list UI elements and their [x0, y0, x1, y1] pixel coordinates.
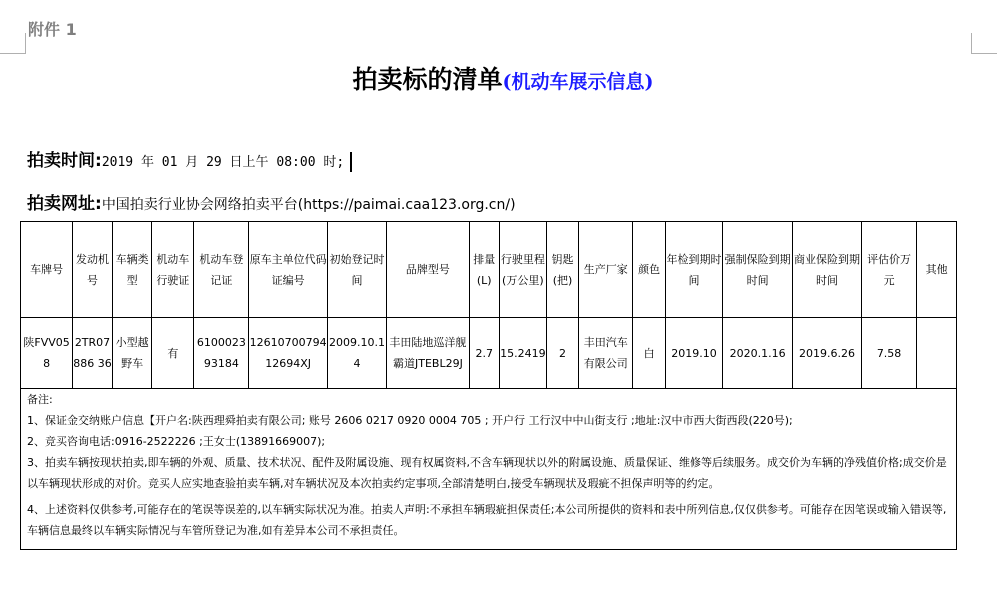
auction-site-value: 中国拍卖行业协会网络拍卖平台(https://paimai.caa123.org.cn/): [101, 197, 516, 213]
title-sub: (机动车展示信息): [502, 71, 654, 93]
table-row: [21, 318, 957, 389]
header-cell: 品牌型号: [387, 222, 469, 318]
table-cell: 1261070079412694XJ: [249, 318, 327, 389]
table-header-row: [21, 222, 957, 318]
note-item: 4、上述资料仅供参考,可能存在的笔误等误差的,以车辆实际状况为准。拍卖人声明:不承担车辆瑕疵担保责任;本公司所提供的资料和表中所列信息,仅仅供参考。可能存在因笔误或输入错误等,车辆信息最终以车辆实际情况与车管所登记为准,如有差异本公司不承担责任。: [27, 503, 947, 537]
header-cell: 年检到期时间: [665, 222, 722, 318]
table-cell: 丰田陆地巡洋舰霸道JTEBL29J: [387, 318, 469, 389]
notes-row: [21, 389, 957, 550]
header-cell: 原车主单位代码证编号: [249, 222, 327, 318]
table-cell: 陕FVV058: [21, 318, 73, 389]
table-cell: 2.7: [469, 318, 499, 389]
table-cell: [917, 318, 957, 389]
table-cell: 小型越野车: [112, 318, 152, 389]
header-cell: 其他: [917, 222, 957, 318]
text-cursor: [350, 152, 352, 172]
document-title: [0, 60, 1006, 96]
page-corner-mark-left: [0, 33, 26, 54]
header-cell: 初始登记时间: [327, 222, 386, 318]
note-item: 3、拍卖车辆按现状拍卖,即车辆的外观、质量、技术状况、配件及附属设施、现有权属资料,不含车辆现状以外的附属设施、质量保证、维修等后续服务。成交价为车辆的净残值价格;成交价是以车辆现状形成的对价。竞买人应实地查验拍卖车辆,对车辆状况及本次拍卖约定事项,全部清楚明白,接受车辆现状及瑕疵不担保声明等的约定。: [27, 456, 947, 490]
header-cell: 行驶里程(万公里): [499, 222, 546, 318]
notes-title: 备注:: [27, 393, 53, 406]
table-cell: 2TR07886 36: [73, 318, 113, 389]
header-cell: 强制保险到期时间: [723, 222, 793, 318]
header-cell: 机动车登记证: [194, 222, 249, 318]
table-cell: 2009.10.14: [327, 318, 386, 389]
vehicle-table: [20, 221, 957, 550]
page-corner-mark-right: [971, 33, 997, 54]
table-cell: 15.2419: [499, 318, 546, 389]
table-cell: 2: [546, 318, 578, 389]
title-main: 拍卖标的清单: [352, 65, 503, 94]
header-cell: 颜色: [633, 222, 665, 318]
note-item: 2、竞买咨询电话:0916-2522226 ;王女士(13891669007);: [27, 435, 326, 448]
table-cell: 丰田汽车有限公司: [579, 318, 633, 389]
attachment-label: 附件 1: [28, 20, 77, 39]
table-cell: 2019.10: [665, 318, 722, 389]
auction-site-label: 拍卖网址:: [27, 194, 102, 214]
table-cell: 白: [633, 318, 665, 389]
notes-cell: [21, 389, 957, 550]
auction-time-label: 拍卖时间:: [27, 151, 102, 171]
header-cell: 生产厂家: [579, 222, 633, 318]
header-cell: 发动机号: [73, 222, 113, 318]
auction-site-line: [27, 189, 516, 214]
header-cell: 机动车行驶证: [152, 222, 194, 318]
table-cell: 有: [152, 318, 194, 389]
auction-time-value: 2019 年 01 月 29 日上午 08:00 时;: [101, 155, 345, 170]
note-item: 1、保证金交纳账户信息【开户名:陕西理舜拍卖有限公司; 账号 2606 0217 0920 0004 705 ; 开户行 工行汉中中山街支行 ;地址:汉中市西大街西段(220号);: [27, 414, 793, 427]
header-cell: 钥匙(把): [546, 222, 578, 318]
auction-time-line: [27, 146, 352, 172]
header-cell: 评估价万元: [861, 222, 916, 318]
header-cell: 排量(L): [469, 222, 499, 318]
table-cell: 7.58: [861, 318, 916, 389]
header-cell: 车辆类型: [112, 222, 152, 318]
header-cell: 商业保险到期时间: [793, 222, 862, 318]
table-cell: 2019.6.26: [793, 318, 862, 389]
table-cell: 610002393184: [194, 318, 249, 389]
table-cell: 2020.1.16: [723, 318, 793, 389]
header-cell: 车牌号: [21, 222, 73, 318]
